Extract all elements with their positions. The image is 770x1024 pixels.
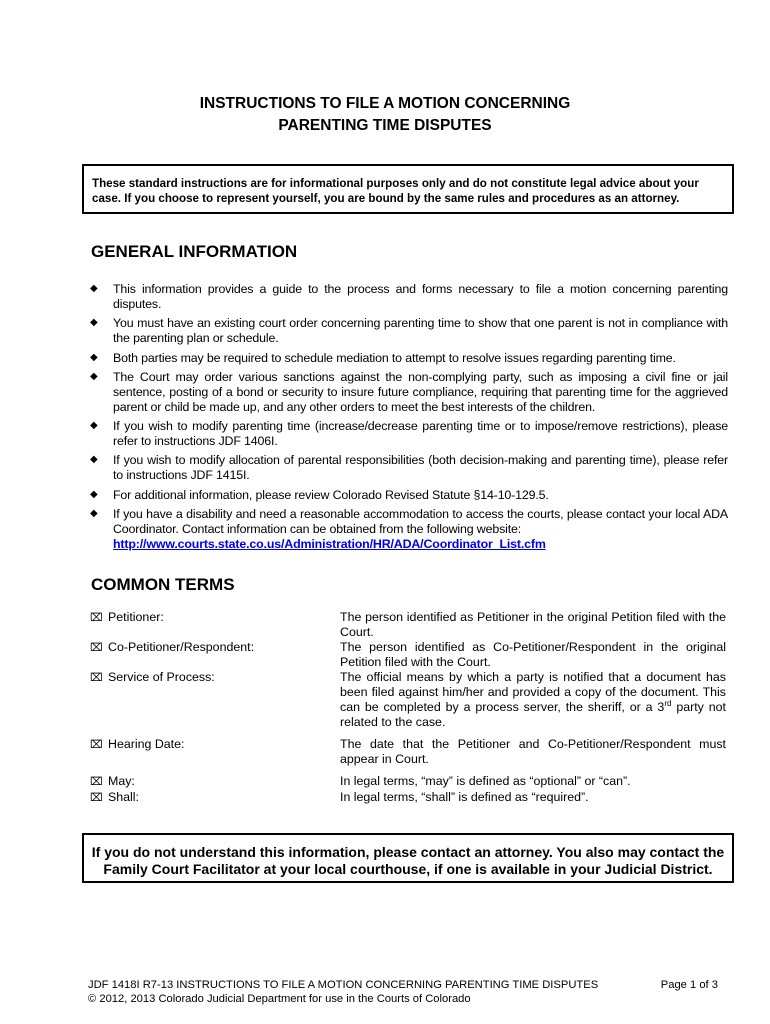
term-definition: [340, 610, 726, 640]
term-row: [90, 774, 726, 790]
bullet-text: Both parties may be required to schedule mediation to attempt to resolve issues regarding parenting time.: [113, 350, 676, 365]
term-label: May:: [108, 774, 135, 788]
term-label: Petitioner:: [108, 610, 164, 624]
contact-notice-text: If you do not understand this information, please contact an attorney. You also may contact the Family Court Facilitator at your local courthouse, if one is available in your Judicial District.: [91, 844, 725, 877]
term-label: Service of Process:: [108, 670, 215, 684]
term-definition-text: In legal terms, “may” is defined as “optional” or “can”.: [340, 774, 631, 788]
checkbox-arrow-icon: ⌧: [90, 672, 103, 684]
bullet-text: If you wish to modify allocation of parental responsibilities (both decision-making and parenting time), please refer to instructions JDF 1415I.: [113, 453, 728, 483]
bullet-item: [88, 507, 728, 552]
diamond-bullet-icon: ◆: [90, 370, 98, 382]
checkbox-arrow-icon: ⌧: [90, 612, 103, 624]
checkbox-arrow-icon: ⌧: [90, 792, 103, 804]
footer: [88, 978, 738, 1006]
diamond-bullet-icon: ◆: [90, 508, 98, 520]
footer-copyright: © 2012, 2013 Colorado Judicial Department for use in the Courts of Colorado: [88, 993, 471, 1005]
general-information-list: [88, 282, 728, 556]
bullet-item: [88, 316, 728, 346]
title-line-2: PARENTING TIME DISPUTES: [278, 117, 492, 134]
checkbox-arrow-icon: ⌧: [90, 776, 103, 788]
term-row: [90, 670, 726, 730]
term-definition-text: The person identified as Petitioner in the original Petition filed with the Court.: [340, 610, 726, 639]
term-definition-text: In legal terms, “shall” is defined as “required”.: [340, 790, 589, 804]
bullet-item: [88, 370, 728, 415]
common-terms-list: [90, 610, 726, 806]
term-definition-text: The person identified as Co-Petitioner/Respondent in the original Petition filed with the Court.: [340, 640, 726, 669]
diamond-bullet-icon: ◆: [90, 351, 98, 363]
disclaimer-box: [82, 164, 734, 214]
contact-notice-box: [82, 833, 734, 883]
general-information-heading: GENERAL INFORMATION: [91, 242, 298, 261]
term-row: [90, 610, 726, 640]
diamond-bullet-icon: ◆: [90, 420, 98, 432]
ada-coordinator-link[interactable]: http://www.courts.state.co.us/Administration/HR/ADA/Coordinator_List.cfm: [113, 537, 546, 552]
bullet-text: This information provides a guide to the process and forms necessary to file a motion concerning parenting disputes.: [113, 282, 728, 311]
bullet-item: [88, 453, 728, 483]
footer-form-id: JDF 1418I R7-13 INSTRUCTIONS TO FILE A MOTION CONCERNING PARENTING TIME DISPUTES: [88, 979, 599, 991]
term-definition: [340, 670, 726, 730]
diamond-bullet-icon: ◆: [90, 454, 98, 466]
term-definition: [340, 774, 726, 790]
disclaimer-text: These standard instructions are for informational purposes only and do not constitute legal advice about your case. If you choose to represent yourself, you are bound by the same rules and procedures as an attorney.: [92, 177, 699, 205]
term-definition-text-cont: party not related to the case.: [340, 700, 726, 729]
checkbox-arrow-icon: ⌧: [90, 739, 103, 751]
bullet-item: [88, 282, 728, 312]
diamond-bullet-icon: ◆: [90, 317, 98, 329]
bullet-text: For additional information, please review Colorado Revised Statute §14-10-129.5.: [113, 487, 549, 502]
term-row: [90, 737, 726, 767]
term-definition: [340, 737, 726, 767]
term-row: [90, 640, 726, 670]
page-number: Page 1 of 3: [660, 979, 718, 991]
term-definition-text: The official means by which a party is notified that a document has been filed against him/her and provided a copy of the document. This can be completed by a process server, the sheriff, or a 3: [340, 670, 726, 714]
term-definition: [340, 640, 726, 670]
checkbox-arrow-icon: ⌧: [90, 642, 103, 654]
common-terms-heading: COMMON TERMS: [91, 575, 235, 594]
bullet-text: If you wish to modify parenting time (increase/decrease parenting time or to impose/remove restrictions), please refer to instructions JDF 1406I.: [113, 419, 728, 449]
superscript: rd: [664, 698, 672, 708]
bullet-text: The Court may order various sanctions against the non-complying party, such as imposing a civil fine or jail sentence, posting of a bond or security to insure future compliance, requiring that parenting time for the aggrieved parent or child be made up, and any other orders to meet the best interests of the children.: [113, 369, 728, 414]
bullet-text: If you have a disability and need a reasonable accommodation to access the courts, please contact your local ADA Coordinator. Contact information can be obtained from the following website:: [113, 507, 728, 537]
bullet-item: [88, 419, 728, 449]
bullet-text: You must have an existing court order concerning parenting time to show that one parent is not in compliance with the parenting plan or schedule.: [113, 316, 728, 346]
term-label: Shall:: [108, 790, 139, 804]
diamond-bullet-icon: ◆: [90, 488, 98, 500]
term-label: Co-Petitioner/Respondent:: [108, 640, 255, 654]
term-definition-text: The date that the Petitioner and Co-Petitioner/Respondent must appear in Court.: [340, 737, 726, 766]
bullet-item: [88, 488, 728, 503]
document-title: [0, 93, 770, 137]
bullet-item: [88, 351, 728, 366]
title-line-1: INSTRUCTIONS TO FILE A MOTION CONCERNING: [199, 95, 571, 112]
term-definition: [340, 790, 726, 806]
diamond-bullet-icon: ◆: [90, 283, 98, 294]
term-label: Hearing Date:: [108, 737, 185, 751]
term-row: [90, 790, 726, 806]
